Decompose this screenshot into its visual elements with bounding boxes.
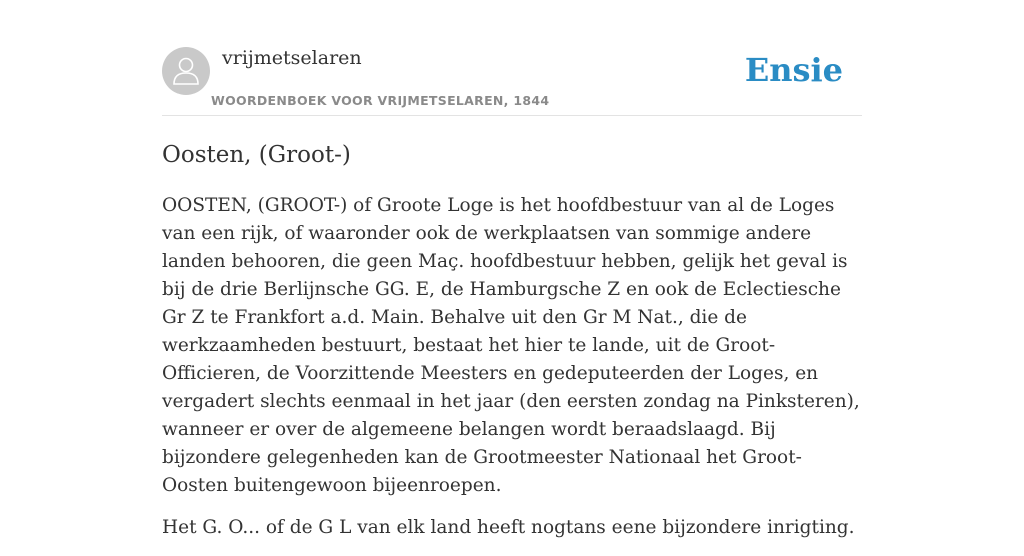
- header-divider: [162, 115, 862, 116]
- entry-body: [162, 192, 862, 556]
- avatar[interactable]: [162, 47, 210, 95]
- user-icon: [172, 56, 200, 86]
- source-label[interactable]: WOORDENBOEK VOOR VRIJMETSELAREN, 1844: [211, 93, 550, 108]
- entry-paragraph: OOSTEN, (GROOT-) of Groote Loge is het hoofdbestuur van al de Loges van een rijk, of waaronder ook de werkplaatsen van sommige andere landen behooren, die geen Maç. hoofdbestuur hebben, gelijk het geval is bij de drie Berlijnsche GG. E, de Hamburgsche Z en ook de Eclectiesche Gr Z te Frankfort a.d. Main. Behalve uit den Gr M Nat., die de werkzaamheden bestuurt, bestaat het hier te lande, uit de Groot-Officieren, de Voorzittende Meesters en gedeputeerden der Loges, en vergadert slechts eenmaal in het jaar (den eersten zondag na Pinksteren), wanneer er over de algemeene belangen wordt beraadslaagd. Bij bijzondere gelegenheden kan de Grootmeester Nationaal het Groot-Oosten buitengewoon bijeenroepen.: [162, 195, 860, 496]
- author-name[interactable]: vrijmetselaren: [222, 47, 362, 69]
- page-title: Oosten, (Groot-): [162, 142, 351, 168]
- entry-paragraph: Het G. O... of de G L van elk land heeft nogtans eene bijzondere inrigting.: [162, 517, 855, 538]
- ensie-logo[interactable]: Ensie: [744, 51, 843, 89]
